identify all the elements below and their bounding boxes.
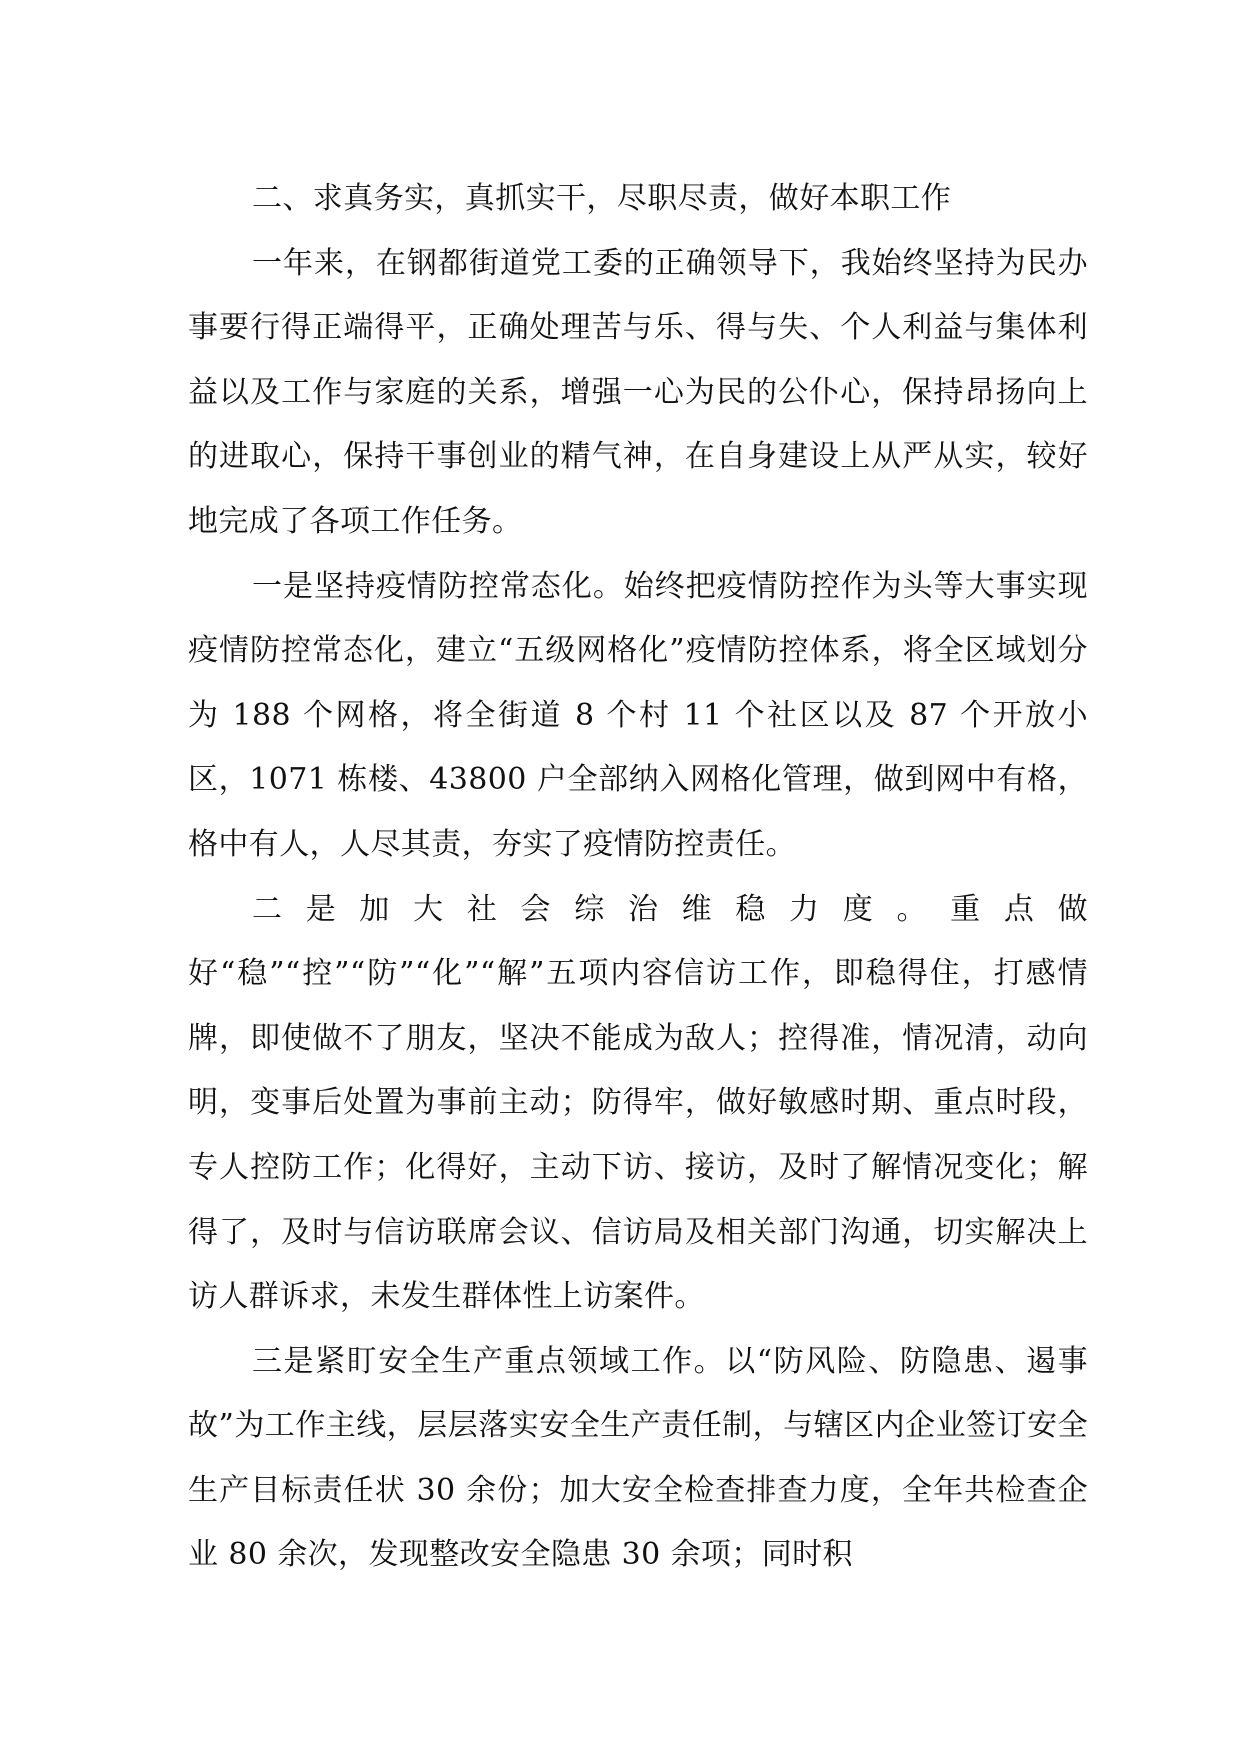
paragraph-epidemic-control: 一是坚持疫情防控常态化。始终把疫情防控作为头等大事实现疫情防控常态化，建立“五级网格化”疫情防控体系，将全区域划分为 188 个网格，将全街道 8 个村 11 个社区以及 87 个开放小区，1071 栋楼、43800 户全部纳入网格化管理，做到网中有格，格中有人，人尽其责，夯实了疫情防控责任。 xyxy=(188,568,1088,862)
paragraph-safety-production: 三是紧盯安全生产重点领域工作。以“防风险、防隐患、遏事故”为工作主线，层层落实安全生产责任制，与辖区内企业签订安全生产目标责任状 30 余份；加大安全检查排查力度，全年共检查企业 80 余次，发现整改安全隐患 30 余项；同时积 xyxy=(188,1343,1088,1573)
document-body xyxy=(188,167,1088,1588)
paragraph-overview: 一年来，在钢都街道党工委的正确领导下，我始终坚持为民办事要行得正端得平，正确处理苦与乐、得与失、个人利益与集体利益以及工作与家庭的关系，增强一心为民的公仆心，保持昂扬向上的进取心，保持干事创业的精气神，在自身建设上从严从实，较好地完成了各项工作任务。 xyxy=(188,245,1088,539)
paragraph-social-stability: 二是加大社会综治维稳力度。重点做好“稳”“控”“防”“化”“解”五项内容信访工作，即稳得住，打感情牌，即使做不了朋友，坚决不能成为敌人；控得准，情况清，动向明，变事后处置为事前主动；防得牢，做好敏感时期、重点时段，专人控防工作；化得好，主动下访、接访，及时了解情况变化；解得了，及时与信访联席会议、信访局及相关部门沟通，切实解决上访人群诉求，未发生群体性上访案件。 xyxy=(188,891,1088,1315)
section-heading: 二、求真务实，真抓实干，尽职尽责，做好本职工作 xyxy=(252,181,952,216)
